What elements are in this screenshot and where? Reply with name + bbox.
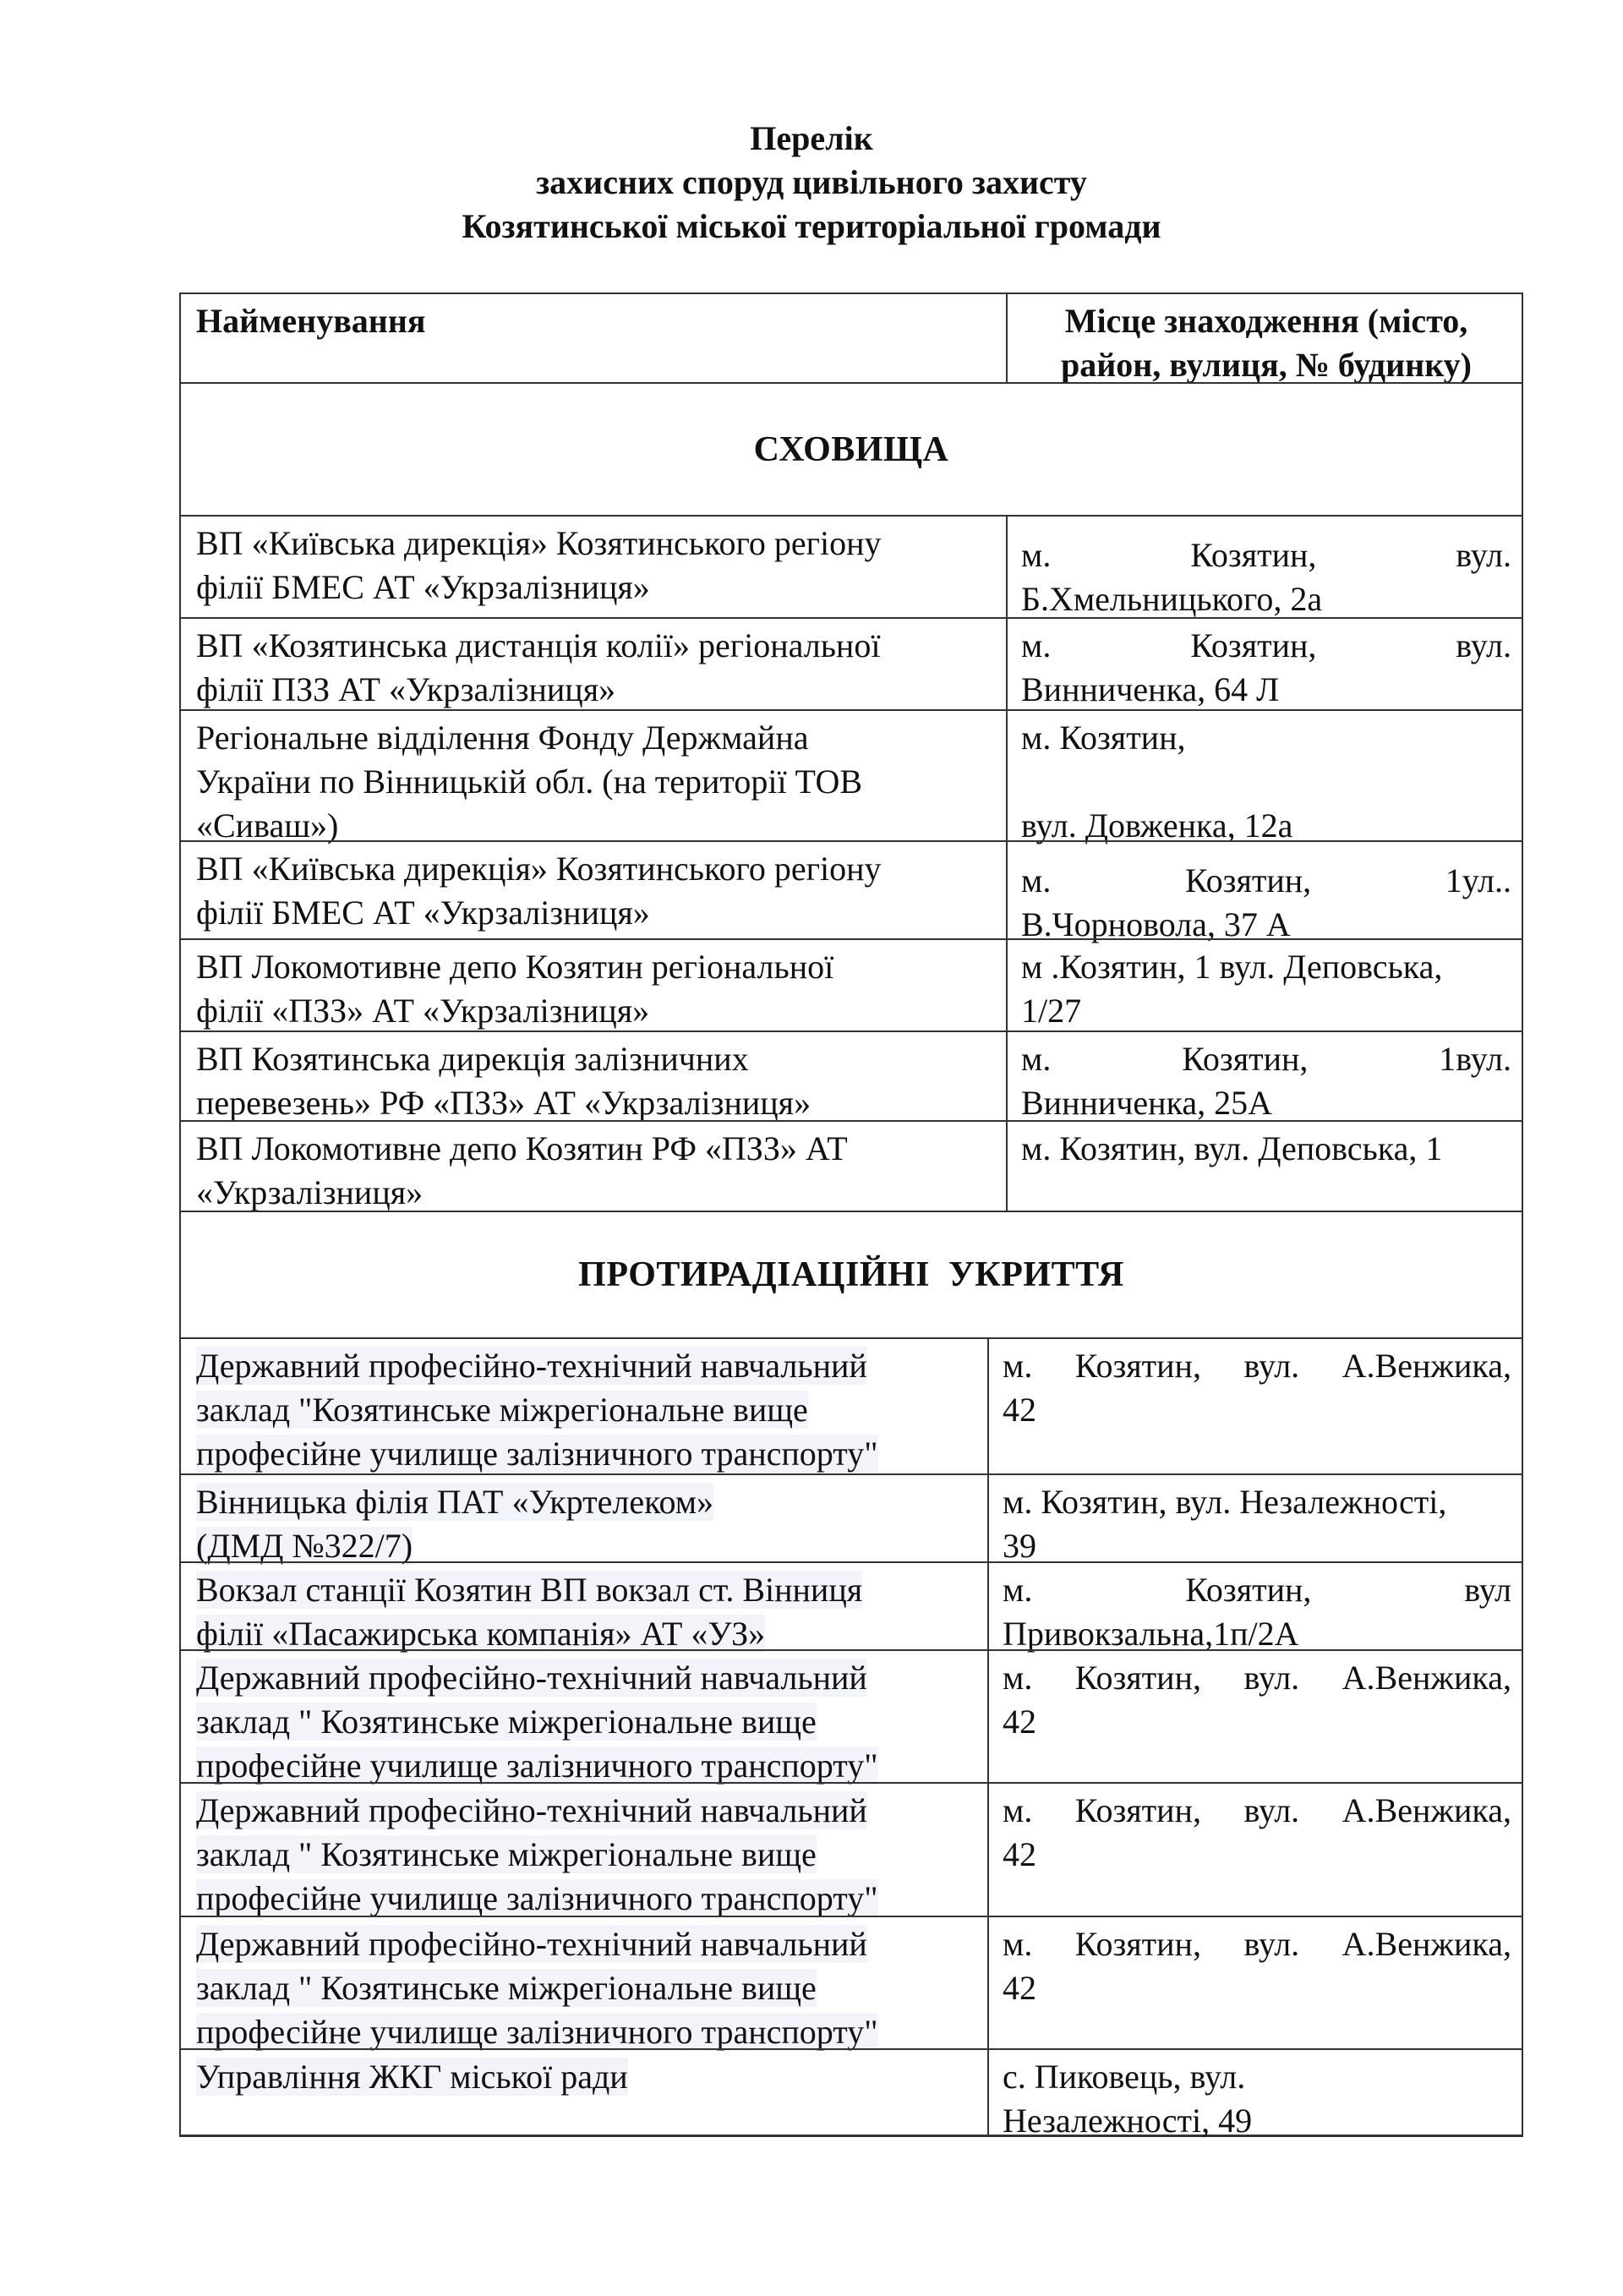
facility-location-line: м. Козятин, вул.	[1021, 536, 1511, 574]
facility-location-line: Б.Хмельницького, 2а	[1021, 580, 1323, 618]
facility-name-line: Вокзал станції Козятин ВП вокзал ст. Вінниця	[196, 1571, 863, 1609]
facility-name-line: філії «Пасажирська компанія» АТ «УЗ»	[196, 1615, 766, 1653]
facility-location-cell	[1006, 842, 1522, 943]
table-row	[179, 617, 1523, 709]
facility-name-line: професійне училище залізничного транспорту"	[196, 1747, 878, 1785]
title-line-3: Козятинської міської територіальної громади	[462, 207, 1161, 245]
facility-location-cell	[1006, 1032, 1522, 1120]
facility-name-line: ВП Козятинська дирекція залізничних	[196, 1040, 749, 1078]
facility-name-line-wrap	[196, 891, 994, 935]
facility-location-line: м .Козятин, 1 вул. Деповська,	[1021, 948, 1443, 986]
table-row	[179, 1649, 1523, 1785]
facility-name-line: Державний професійно-технічний навчальний	[196, 1791, 867, 1829]
facility-name-cell	[181, 711, 1006, 845]
facility-name-line-wrap	[196, 1789, 975, 1833]
facility-location-cell	[1006, 1122, 1522, 1211]
facility-name-line: «Укрзалізниця»	[196, 1173, 424, 1211]
header-location-line-2: район, вулиця, № будинку)	[1060, 346, 1473, 384]
facility-name-cell	[181, 2050, 987, 2135]
facility-name-line-wrap	[196, 989, 994, 1033]
facility-name-line-wrap	[196, 1966, 975, 2010]
facility-location-line: с. Пиковець, вул.	[1003, 2058, 1246, 2096]
facility-name-line: України по Вінницькій обл. (на території ТОВ	[196, 763, 863, 801]
facility-name-line: Державний професійно-технічний навчальний	[196, 1659, 867, 1697]
facility-location-cell	[987, 2050, 1522, 2140]
facility-location-cell	[987, 1339, 1522, 1473]
facility-location-line: м. Козятин, вул. Деповська, 1	[1021, 1129, 1443, 1167]
facility-name-line: ВП Локомотивне депо Козятин РФ «ПЗЗ» АТ	[196, 1129, 848, 1167]
facility-location-cell	[987, 1563, 1522, 1653]
facility-name-line-wrap	[196, 1037, 994, 1081]
facility-location-line: 39	[1003, 1527, 1036, 1565]
facility-name-line: філії БМЕС АТ «Укрзалізниця»	[196, 568, 650, 606]
header-location	[1006, 294, 1522, 382]
facility-name-line: професійне училище залізничного транспорту"	[196, 1435, 878, 1473]
facility-location-line: м. Козятин, вул. А.Венжика,	[1003, 1347, 1511, 1385]
facility-name-line: перевезень» РФ «ПЗЗ» АТ «Укрзалізниця»	[196, 1084, 812, 1122]
facility-name-line-wrap	[196, 847, 994, 891]
facility-name-cell	[181, 1339, 987, 1473]
facility-location-line: В.Чорновола, 37 А	[1021, 905, 1291, 943]
table-row	[179, 1120, 1523, 1211]
table-row	[179, 1473, 1523, 1565]
facility-location-line: м. Козятин, вул. А.Венжика,	[1003, 1791, 1511, 1829]
facility-name-cell	[181, 1122, 1006, 1211]
facility-name-line: «Сиваш»)	[196, 806, 339, 845]
facility-name-line-wrap	[196, 760, 994, 804]
header-name-text: Найменування	[196, 302, 426, 340]
section-title-radiation-shelters: ПРОТИРАДІАЦІЙНІ УКРИТТЯ	[578, 1255, 1124, 1294]
facility-name-cell	[181, 1475, 987, 1565]
table-row	[179, 1337, 1523, 1473]
header-name	[181, 294, 1006, 382]
table-row	[179, 515, 1523, 617]
facility-name-line: Вінницька філія ПАТ «Укртелеком»	[196, 1483, 714, 1521]
facility-name-cell	[181, 1563, 987, 1653]
facility-location-cell	[987, 1475, 1522, 1565]
facility-location-line: 42	[1003, 1703, 1036, 1741]
facility-location-line: 42	[1003, 1969, 1036, 2007]
facility-name-line-wrap	[196, 1344, 975, 1388]
facility-name-line: філії БМЕС АТ «Укрзалізниця»	[196, 894, 650, 932]
section-header-radiation-shelters	[179, 1211, 1523, 1337]
facility-location-line: вул. Довженка, 12а	[1021, 806, 1293, 845]
facility-name-line: ВП «Київська дирекція» Козятинського регіону	[196, 850, 882, 888]
facility-location-line: Винниченка, 64 Л	[1021, 670, 1280, 708]
facility-location-line: м. Козятин,	[1021, 719, 1186, 757]
facility-name-line-wrap	[196, 1877, 975, 1921]
facility-name-cell	[181, 1784, 987, 1916]
facility-name-line-wrap	[196, 566, 994, 610]
facility-name-cell	[181, 1917, 987, 2051]
facility-location-line: м. Козятин, вул. А.Венжика,	[1003, 1925, 1511, 1963]
facility-name-line: Державний професійно-технічний навчальний	[196, 1925, 867, 1963]
facility-location-cell	[1006, 711, 1522, 845]
facility-location-line: м. Козятин, вул	[1003, 1571, 1511, 1609]
facility-location-line: м. Козятин, 1вул.	[1021, 1040, 1511, 1078]
facility-name-line: ВП Локомотивне депо Козятин регіональної	[196, 948, 834, 986]
facility-name-line-wrap	[196, 1081, 994, 1125]
facility-name-line: заклад " Козятинське міжрегіональне вище	[196, 1969, 817, 2007]
section-title-shelters: СХОВИЩА	[753, 429, 949, 469]
facility-name-line-wrap	[196, 716, 994, 760]
facility-name-line: (ДМД №322/7)	[196, 1527, 413, 1565]
facility-name-line-wrap	[196, 1568, 975, 1612]
facility-location-line: 1/27	[1021, 992, 1082, 1030]
facility-name-cell	[181, 1651, 987, 1785]
facility-name-line: заклад " Козятинське міжрегіональне вище	[196, 1703, 817, 1741]
title-line-1: Перелік	[750, 119, 873, 157]
title-line-2: захисних споруд цивільного захисту	[536, 163, 1087, 201]
facility-name-cell	[181, 619, 1006, 709]
facility-location-line: м. Козятин, вул.	[1021, 626, 1511, 664]
section-header-shelters	[179, 382, 1523, 515]
table-row	[179, 1561, 1523, 1653]
facility-name-line-wrap	[196, 1656, 975, 1700]
facility-name-cell	[181, 1032, 1006, 1120]
facility-name-cell	[181, 842, 1006, 938]
table-row	[179, 709, 1523, 845]
table-row	[179, 2048, 1523, 2140]
facility-location-line: Винниченка, 25А	[1021, 1084, 1273, 1122]
facility-name-line-wrap	[196, 668, 994, 712]
facility-name-line: ВП «Київська дирекція» Козятинського регіону	[196, 524, 882, 562]
facility-name-line-wrap	[196, 522, 994, 566]
facility-location-line: Незалежності, 49	[1003, 2102, 1253, 2140]
facility-name-line-wrap	[196, 624, 994, 668]
facility-location-line: м. Козятин, вул. А.Венжика,	[1003, 1659, 1511, 1697]
facility-name-line-wrap	[196, 2055, 975, 2099]
header-location-line-1: Місце знаходження (місто,	[1064, 302, 1468, 340]
facility-name-line: Управління ЖКГ міської ради	[196, 2058, 628, 2096]
facility-location-cell	[987, 1917, 1522, 2048]
facility-name-line: філії «ПЗЗ» АТ «Укрзалізниця»	[196, 992, 650, 1030]
facility-location-cell	[1006, 517, 1522, 617]
facility-name-line-wrap	[196, 1388, 975, 1432]
facility-name-line-wrap	[196, 1700, 975, 1744]
facility-name-line: Регіональне відділення Фонду Держмайна	[196, 719, 809, 757]
facility-name-line-wrap	[196, 1127, 994, 1171]
facility-name-cell	[181, 517, 1006, 617]
facility-name-line-wrap	[196, 1833, 975, 1877]
facility-name-line: філії ПЗЗ АТ «Укрзалізниця»	[196, 670, 616, 708]
document-title	[0, 117, 1623, 249]
table-header-row	[179, 292, 1523, 382]
facility-name-cell	[181, 940, 1006, 1030]
facility-name-line-wrap	[196, 1922, 975, 1966]
table-row	[179, 1782, 1523, 1916]
facility-location-line: м. Козятин, вул. Незалежності,	[1003, 1483, 1447, 1521]
facility-name-line-wrap	[196, 1432, 975, 1476]
facility-name-line: ВП «Козятинська дистанція колії» регіональної	[196, 626, 881, 664]
facility-name-line: професійне училище залізничного транспорту"	[196, 2013, 878, 2051]
facility-name-line: Державний професійно-технічний навчальний	[196, 1347, 867, 1385]
location-spacer	[1021, 760, 1511, 804]
facility-name-line-wrap	[196, 945, 994, 989]
table-row	[179, 938, 1523, 1030]
table-row	[179, 1030, 1523, 1120]
facility-location-cell	[1006, 940, 1522, 1030]
facility-location-line: Привокзальна,1п/2А	[1003, 1615, 1299, 1653]
shelters-table	[179, 292, 1523, 2139]
facility-location-cell	[987, 1651, 1522, 1782]
table-row	[179, 1916, 1523, 2051]
facility-name-line: заклад "Козятинське міжрегіональне вище	[196, 1391, 808, 1429]
facility-name-line: заклад " Козятинське міжрегіональне вище	[196, 1835, 817, 1873]
facility-name-line-wrap	[196, 1480, 975, 1524]
facility-name-line-wrap	[196, 1171, 994, 1215]
facility-location-line: 42	[1003, 1835, 1036, 1873]
facility-location-cell	[1006, 619, 1522, 709]
facility-location-cell	[987, 1784, 1522, 1916]
facility-location-line: 42	[1003, 1391, 1036, 1429]
facility-location-line: м. Козятин, 1ул..	[1021, 861, 1511, 899]
facility-name-line: професійне училище залізничного транспорту"	[196, 1879, 878, 1917]
table-row	[179, 840, 1523, 943]
